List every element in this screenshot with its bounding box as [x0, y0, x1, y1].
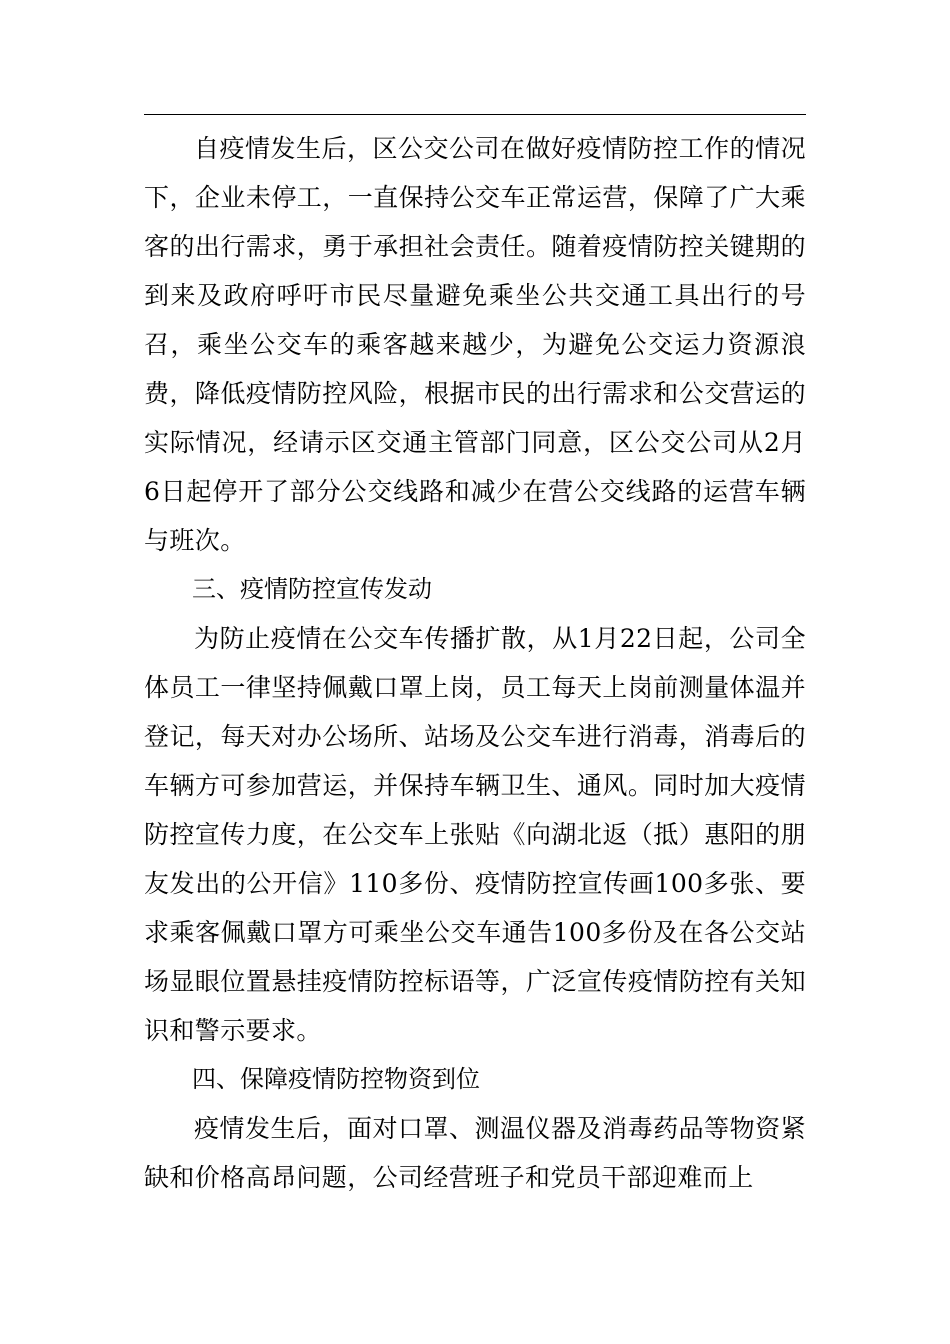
- section-heading-3: 三、疫情防控宣传发动: [192, 575, 432, 603]
- paragraph-supplies: 疫情发生后，面对口罩、测温仪器及消毒药品等物资紧缺和价格高昂问题，公司经营班子和党员干部迎难而上: [144, 1114, 806, 1192]
- paragraph-publicity: 为防止疫情在公交车传播扩散，从1月22日起，公司全体员工一律坚持佩戴口罩上岗，员工每天上岗前测量体温并登记，每天对办公场所、站场及公交车进行消毒，消毒后的车辆方可参加营运，并保持车辆卫生、通风。同时加大疫情防控宣传力度，在公交车上张贴《向湖北返（抵）惠阳的朋友发出的公开信》110多份、疫情防控宣传画100多张、要求乘客佩戴口罩方可乘坐公交车通告100多份及在各公交站场显眼位置悬挂疫情防控标语等，广泛宣传疫情防控有关知识和警示要求。: [144, 624, 806, 1045]
- header-rule: [144, 114, 806, 115]
- paragraph-operations: 自疫情发生后，区公交公司在做好疫情防控工作的情况下，企业未停工，一直保持公交车正常运营，保障了广大乘客的出行需求，勇于承担社会责任。随着疫情防控关键期的到来及政府呼吁市民尽量避免乘坐公共交通工具出行的号召，乘坐公交车的乘客越来越少，为避免公交运力资源浪费，降低疫情防控风险，根据市民的出行需求和公交营运的实际情况，经请示区交通主管部门同意，区公交公司从2月6日起停开了部分公交线路和减少在营公交线路的运营车辆与班次。: [144, 134, 806, 555]
- document-body: [144, 124, 806, 1202]
- section-heading-4: 四、保障疫情防控物资到位: [192, 1065, 480, 1093]
